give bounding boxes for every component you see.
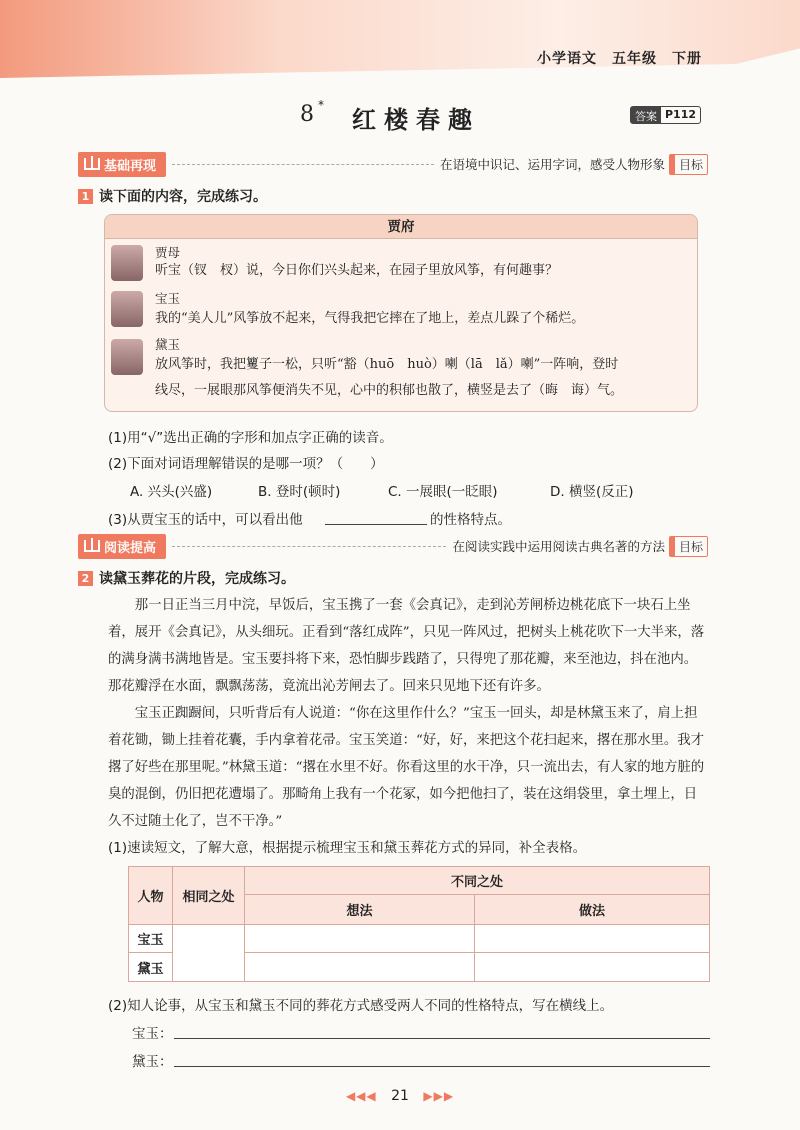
book-icon	[84, 540, 100, 552]
question-1	[78, 186, 267, 206]
q2-item-1: (1)速读短文，了解大意，根据提示梳理宝玉和黛玉葬花方式的异同，补全表格。	[108, 840, 587, 856]
daiyu-label: 黛玉：	[132, 1054, 173, 1070]
baoyu-portrait	[111, 291, 143, 327]
table-cell-action[interactable]	[475, 925, 709, 953]
book-icon	[84, 158, 100, 170]
table-header-same: 相同之处	[173, 867, 245, 925]
speech-line: 听宝（钗 杈）说，今日你们兴头起来，在园子里放风筝，有何趣事？	[155, 263, 559, 278]
table-cell-idea[interactable]	[245, 953, 475, 981]
option-a: A. 兴头(兴盛)	[130, 484, 213, 500]
lesson-title: 红楼春趣	[352, 105, 480, 134]
q2-item-2: (2)知人论事，从宝玉和黛玉不同的葬花方式感受两人不同的性格特点，写在横线上。	[108, 998, 614, 1014]
q1-item-1: (1)用“√”选出正确的字形和加点字正确的读音。	[108, 430, 393, 446]
table-cell-same[interactable]	[173, 925, 245, 981]
speaker-name: 黛玉	[155, 337, 181, 352]
lesson-title-row	[0, 98, 800, 134]
option-c: C. 一展眼(一眨眼)	[388, 484, 498, 500]
page-footer	[0, 1088, 800, 1104]
section-badge-label: 阅读提高	[104, 540, 157, 556]
goal-mark: 目标	[669, 536, 708, 557]
q1-item-2: (2)下面对词语理解错误的是哪一项？（ ）	[108, 456, 384, 472]
lesson-star: *	[318, 98, 324, 112]
q1-item-3-pre: (3)从贾宝玉的话中，可以看出他	[108, 512, 303, 528]
goal-mark: 目标	[669, 154, 708, 175]
table-row-label: 宝玉	[129, 925, 173, 953]
table-header-action: 做法	[475, 895, 709, 925]
baoyu-label: 宝玉：	[132, 1026, 173, 1042]
divider	[172, 546, 446, 547]
prev-arrows-icon: ◀◀◀	[345, 1089, 377, 1103]
question-number: 1	[78, 189, 93, 204]
comparison-table	[128, 866, 710, 982]
answer-page: P112	[665, 108, 697, 121]
answer-blank[interactable]	[325, 524, 427, 525]
table-header-diff: 不同之处	[245, 867, 709, 895]
passage-paragraph: 宝玉正踟蹰间，只听背后有人说道：“你在这里作什么？”宝玉一回头，却是林黛玉来了，肩上担着花锄，锄上挂着花囊，手内拿着花帚。宝玉笑道：“好，好，来把这个花扫起来，撂在那水里。我才撂了好些在那里呢。”林黛玉道：“撂在水里不好。你看这里的水干净，只一流出去，有人家的地方脏的臭的混倒，仍旧把花遭塌了。那畸角上我有一个花冢，如今把他扫了，装在这绢袋里，拿土埋上，日久不过随土化了，岂不干净。”	[108, 706, 705, 829]
next-arrows-icon: ▶▶▶	[423, 1089, 455, 1103]
daiyu-portrait	[111, 339, 143, 375]
book-label: 小学语文 五年级 下册	[537, 51, 702, 67]
question-text: 读黛玉葬花的片段，完成练习。	[99, 571, 295, 587]
q1-item-3-post: 的性格特点。	[430, 512, 511, 528]
page-number: 21	[391, 1088, 409, 1104]
answer-label: 答案	[631, 107, 661, 123]
section-badge-label: 基础再现	[104, 158, 157, 174]
speech-line: 我的“美人儿”风筝放不起来，气得我把它摔在了地上，差点儿跺了个稀烂。	[155, 311, 585, 326]
table-row-label: 黛玉	[129, 953, 173, 981]
question-number: 2	[78, 571, 93, 586]
option-d: D. 横竖(反正)	[550, 484, 634, 500]
speaker-name: 贾母	[155, 245, 181, 260]
section-reading	[78, 534, 708, 558]
divider	[172, 164, 434, 165]
speech-line: 线尽，一展眼那风筝便消失不见，心中的积郁也散了，横竖是去了（晦 诲）气。	[155, 383, 624, 398]
section-goal: 在语境中识记、运用字词，感受人物形象	[439, 157, 665, 172]
section-basic	[78, 152, 708, 176]
table-cell-idea[interactable]	[245, 925, 475, 953]
section-badge	[78, 534, 166, 559]
table-header-person: 人物	[129, 867, 173, 925]
section-goal: 在阅读实践中运用阅读古典名著的方法	[452, 539, 665, 554]
question-2	[78, 568, 295, 588]
daiyu-answer-line[interactable]	[174, 1066, 710, 1067]
question-text: 读下面的内容，完成练习。	[99, 189, 267, 205]
dialogue-box	[104, 214, 698, 412]
speech-line: 放风筝时，我把籰子一松，只听“豁（huō huò）喇（lā lǎ）喇”一阵响，登时	[155, 357, 619, 372]
baoyu-answer-line[interactable]	[174, 1038, 710, 1039]
lesson-number: 8	[300, 102, 314, 127]
dialogue-box-title: 贾府	[105, 215, 697, 239]
section-badge	[78, 152, 166, 177]
table-header-idea: 想法	[245, 895, 475, 925]
jiamu-portrait	[111, 245, 143, 281]
table-cell-action[interactable]	[475, 953, 709, 981]
passage-paragraph: 那一日正当三月中浣，早饭后，宝玉携了一套《会真记》，走到沁芳闸桥边桃花底下一块石上坐着，展开《会真记》，从头细玩。正看到“落红成阵”，只见一阵风过，把树头上桃花吹下一大半来，落的满身满书满地皆是。宝玉要抖将下来，恐怕脚步践踏了，只得兜了那花瓣，来至池边，抖在池内。那花瓣浮在水面，飘飘荡荡，竟流出沁芳闸去了。回来只见地下还有许多。	[108, 598, 705, 694]
option-b: B. 登时(顿时)	[258, 484, 341, 500]
answer-tag	[630, 106, 701, 124]
speaker-name: 宝玉	[155, 291, 181, 306]
